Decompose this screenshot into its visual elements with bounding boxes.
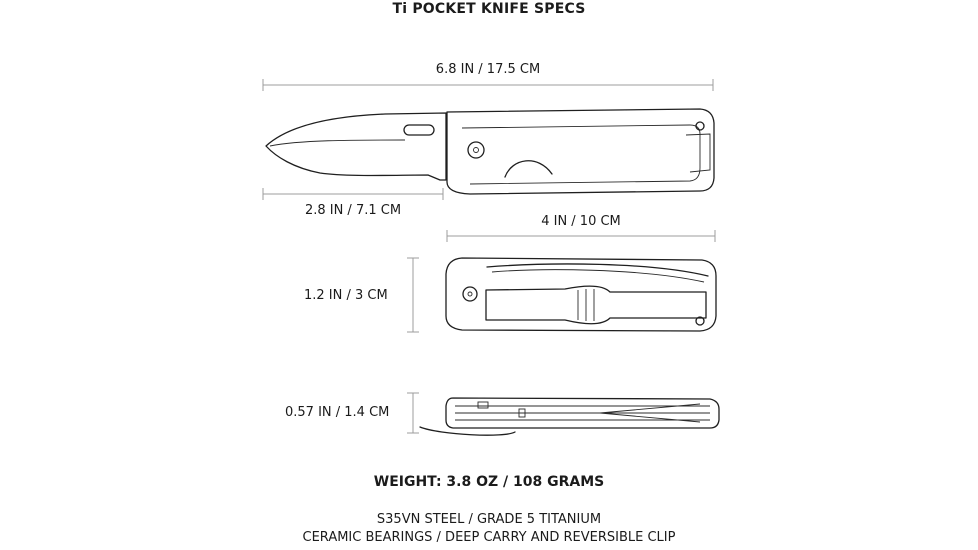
overall-length-label: 6.8 IN / 17.5 CM xyxy=(435,62,541,77)
pocket-clip xyxy=(486,286,706,323)
closed-knife-clip-view xyxy=(446,258,716,331)
materials-line-2: CERAMIC BEARINGS / DEEP CARRY AND REVERSIBLE CLIP xyxy=(302,530,676,545)
blade-outline xyxy=(266,113,446,180)
handle-length-label: 4 IN / 10 CM xyxy=(541,214,621,229)
lanyard-hole xyxy=(696,122,704,130)
handle-inner-line xyxy=(462,125,700,184)
knife-spine-view xyxy=(420,398,719,435)
thickness-dimension-line xyxy=(407,393,419,433)
handle-length-dimension-line xyxy=(447,230,715,242)
blade-grind-line xyxy=(270,140,405,146)
width-label: 1.2 IN / 3 CM xyxy=(304,288,388,303)
weight-label: WEIGHT: 3.8 OZ / 108 GRAMS xyxy=(373,474,605,490)
open-knife-side-view xyxy=(266,109,714,194)
page-title: Ti POCKET KNIFE SPECS xyxy=(392,1,586,17)
pivot-screw xyxy=(468,142,484,158)
overall-length-dimension-line xyxy=(263,79,713,91)
blade-thumb-slot xyxy=(404,125,434,135)
finger-flipper xyxy=(505,161,552,177)
thickness-label: 0.57 IN / 1.4 CM xyxy=(285,405,390,420)
clip-screw xyxy=(463,287,477,301)
materials-line-1: S35VN STEEL / GRADE 5 TITANIUM xyxy=(376,512,602,527)
blade-length-label: 2.8 IN / 7.1 CM xyxy=(304,203,402,218)
width-dimension-line xyxy=(407,258,419,332)
blade-length-dimension-line xyxy=(263,188,443,200)
